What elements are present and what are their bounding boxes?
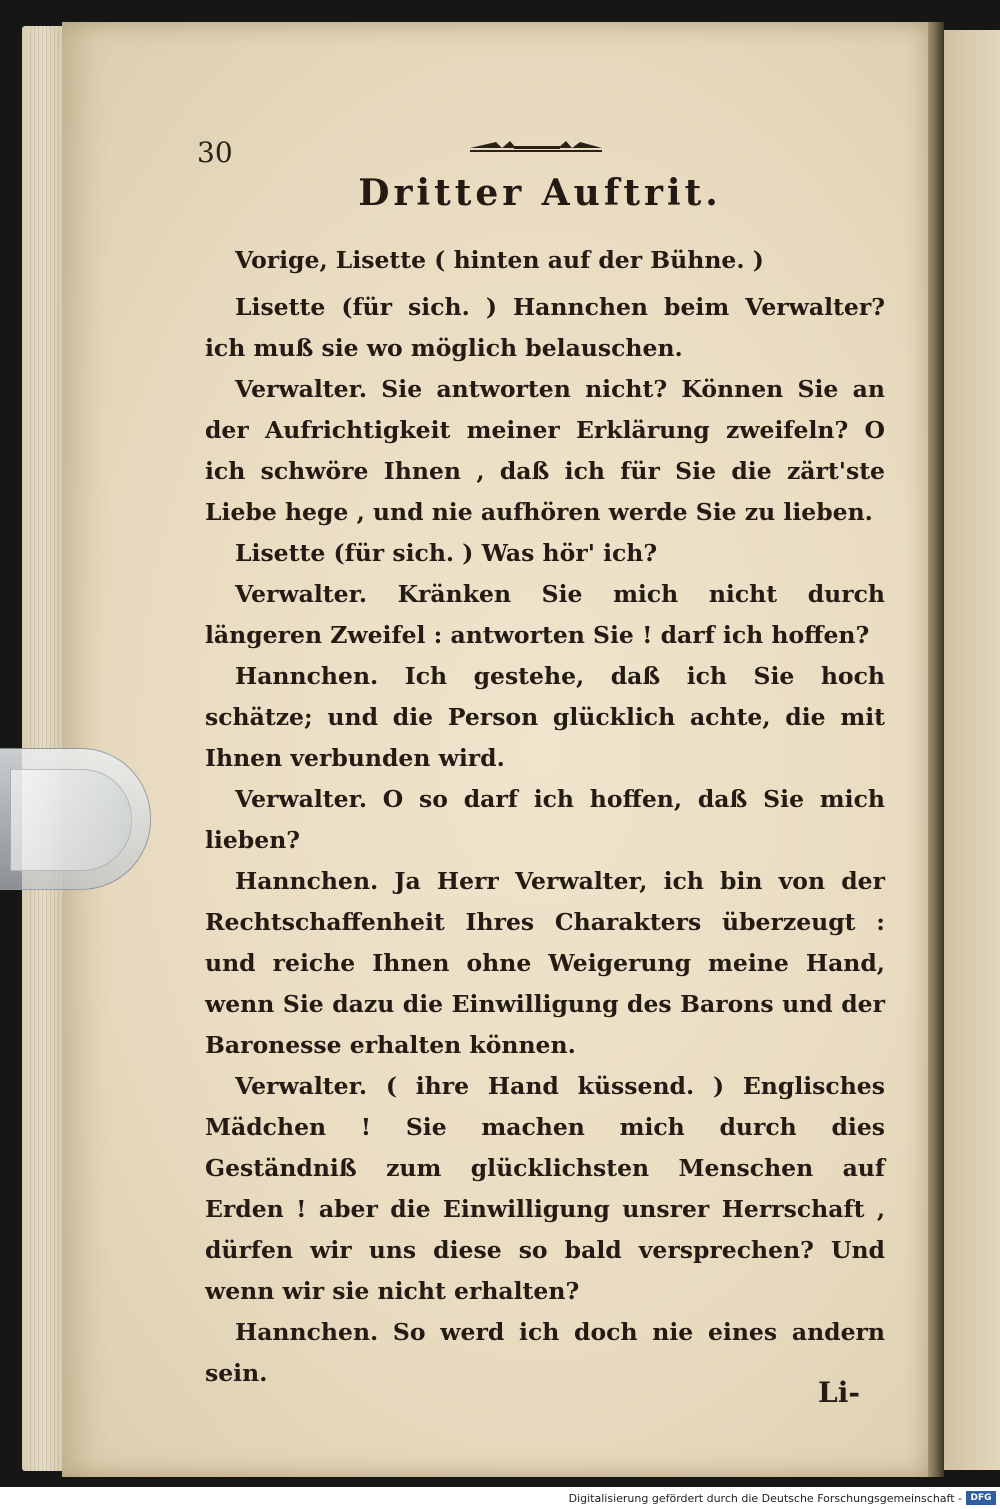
catchword: Li- <box>818 1376 860 1409</box>
scene-heading: Dritter Auftrit. <box>358 172 722 214</box>
page-clip-inner <box>10 769 132 871</box>
page-clip <box>0 748 151 890</box>
dialogue-paragraph: Verwalter. ( ihre Hand küssend. ) Englisches Mädchen ! Sie machen mich durch dies Geständniß zum glücklichsten Menschen auf Erden ! aber die Einwilligung unsrer Herrschaft , dürfen wir uns diese so bald versprechen? Und wenn wir sie nicht erhalten? <box>205 1072 885 1305</box>
facing-page-edge <box>944 30 1000 1470</box>
dialogue-paragraph: Verwalter. Sie antworten nicht? Können Sie an der Aufrichtigkeit meiner Erklärung zweifeln? O ich schwöre Ihnen , daß ich für Sie die zärt'ste Liebe hege , und nie aufhören werde Sie zu lieben. <box>205 375 885 526</box>
funding-notice: Digitalisierung gefördert durch die Deutsche Forschungsgemeinschaft - <box>568 1492 962 1505</box>
dialogue-paragraph: Hannchen. So werd ich doch nie eines andern sein. <box>205 1318 885 1387</box>
dialogue-paragraph: Hannchen. Ich gestehe, daß ich Sie hoch schätze; und die Person glücklich achte, die mit Ihnen verbunden wird. <box>205 662 885 772</box>
dialogue-paragraph: Lisette (für sich. ) Was hör' ich? <box>235 539 658 567</box>
dialogue-paragraph: Lisette (für sich. ) Hannchen beim Verwalter? ich muß sie wo möglich belauschen. <box>205 293 885 362</box>
stage-direction: Vorige, Lisette ( hinten auf der Bühne. ) <box>235 246 764 274</box>
dfg-logo: DFG <box>966 1491 996 1505</box>
play-text <box>205 240 885 1394</box>
ornament-rule <box>466 132 606 156</box>
dialogue-paragraph: Verwalter. O so darf ich hoffen, daß Sie mich lieben? <box>205 785 885 854</box>
dialogue-paragraph: Verwalter. Kränken Sie mich nicht durch längeren Zweifel : antworten Sie ! darf ich hoffen? <box>205 580 885 649</box>
book-gutter <box>928 22 944 1477</box>
dialogue-paragraph: Hannchen. Ja Herr Verwalter, ich bin von der Rechtschaffenheit Ihres Charakters überzeugt : und reiche Ihnen ohne Weigerung meine Hand, wenn Sie dazu die Einwilligung des Barons und der Baronesse erhalten können. <box>205 867 885 1059</box>
footer-bar <box>0 1487 1000 1509</box>
page-number: 30 <box>197 136 233 169</box>
